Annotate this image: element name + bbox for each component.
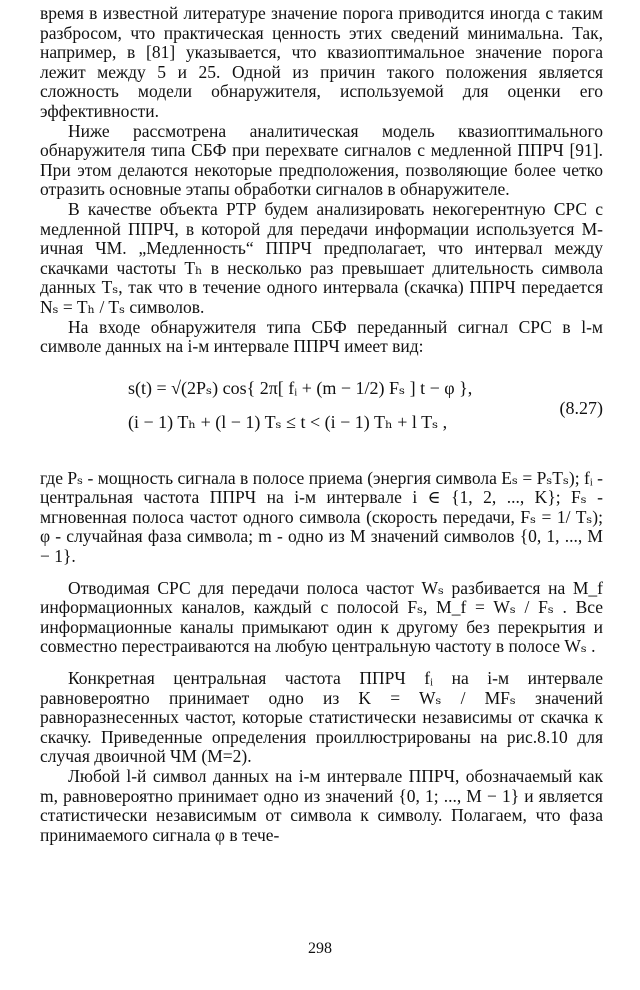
- paragraph: В качестве объекта РТР будем анализировать некогерентную СРС с медленной ППРЧ, в которой для передачи информации используется M-ичная ЧМ. „Медленность“ ППРЧ предполагает, что интервал между скачками частоты Tₕ в несколько раз превышает длительность символа данных Tₛ, так что в течение одного интервала (скачка) ППРЧ передается Nₛ = Tₕ / Tₛ символов.: [40, 198, 603, 317]
- equation-number: (8.27): [559, 397, 603, 418]
- equation-line-1: s(t) = √(2Pₛ) cos{ 2π[ fᵢ + (m − 1/2) Fₛ ] t − φ },: [128, 377, 473, 398]
- paragraph: Отводимая СРС для передачи полоса частот Wₛ разбивается на M_f информационных каналов, каждый с полосой Fₛ, M_f = Wₛ / Fₛ . Все информационные каналы примыкают один к другому без перекрытия и совместно перестраиваются на любую центральную частоту в полосе Wₛ .: [40, 577, 603, 657]
- paragraph: где Pₛ - мощность сигнала в полосе приема (энергия символа Eₛ = PₛTₛ); fᵢ - центральная частота ППРЧ на i-м интервале i ∈ {1, 2, ..., K}; Fₛ - мгновенная полоса частот одного символа (скорость передачи, Fₛ = 1/ Tₛ); φ - случайная фаза символа; m - одно из M значений символов {0, 1, ..., M − 1}.: [40, 467, 603, 567]
- paragraph: Любой l-й символ данных на i-м интервале ППРЧ, обозначаемый как m, равновероятно принимает одно из значений {0, 1; ..., M − 1} и является статистически независимым от символа к символу. Полагаем, что фаза принимаемого сигнала φ в тече-: [40, 766, 603, 845]
- paragraph: Ниже рассмотрена аналитическая модель квазиоптимального обнаружителя типа СБФ при перехвате сигналов с медленной ППРЧ [91]. При этом делаются некоторые предположения, позволяющие более четко отразить основные этапы обработки сигналов в обнаружителе.: [40, 120, 603, 200]
- paragraph: Конкретная центральная частота ППРЧ fᵢ на i-м интервале равновероятно принимает одно из K = Wₛ / MFₛ значений равноразнесенных частот, которые статистически независимы от скачка к скачку. Приведенные определения проиллюстрированы на рис.8.10 для случая двоичной ЧМ (M=2).: [40, 668, 603, 767]
- equation-line-2: (i − 1) Tₕ + (l − 1) Tₛ ≤ t < (i − 1) Tₕ + l Tₛ ,: [128, 411, 448, 432]
- equation-8-27: [40, 369, 603, 461]
- body-text: [40, 4, 603, 845]
- paragraph: время в известной литературе значение порога приводится иногда с таким разбросом, что практическая ценность этих сведений минимальна. Так, например, в [81] указывается, что квазиоптимальное значение порога лежит между 5 и 25. Одной из причин такого положения является сложность модели обнаружителя, используемой для оценки его эффективности.: [40, 3, 603, 121]
- paragraph: На входе обнаружителя типа СБФ переданный сигнал СРС в l-м символе данных на i-м интервале ППРЧ имеет вид:: [40, 316, 603, 357]
- page-number: 298: [308, 940, 332, 957]
